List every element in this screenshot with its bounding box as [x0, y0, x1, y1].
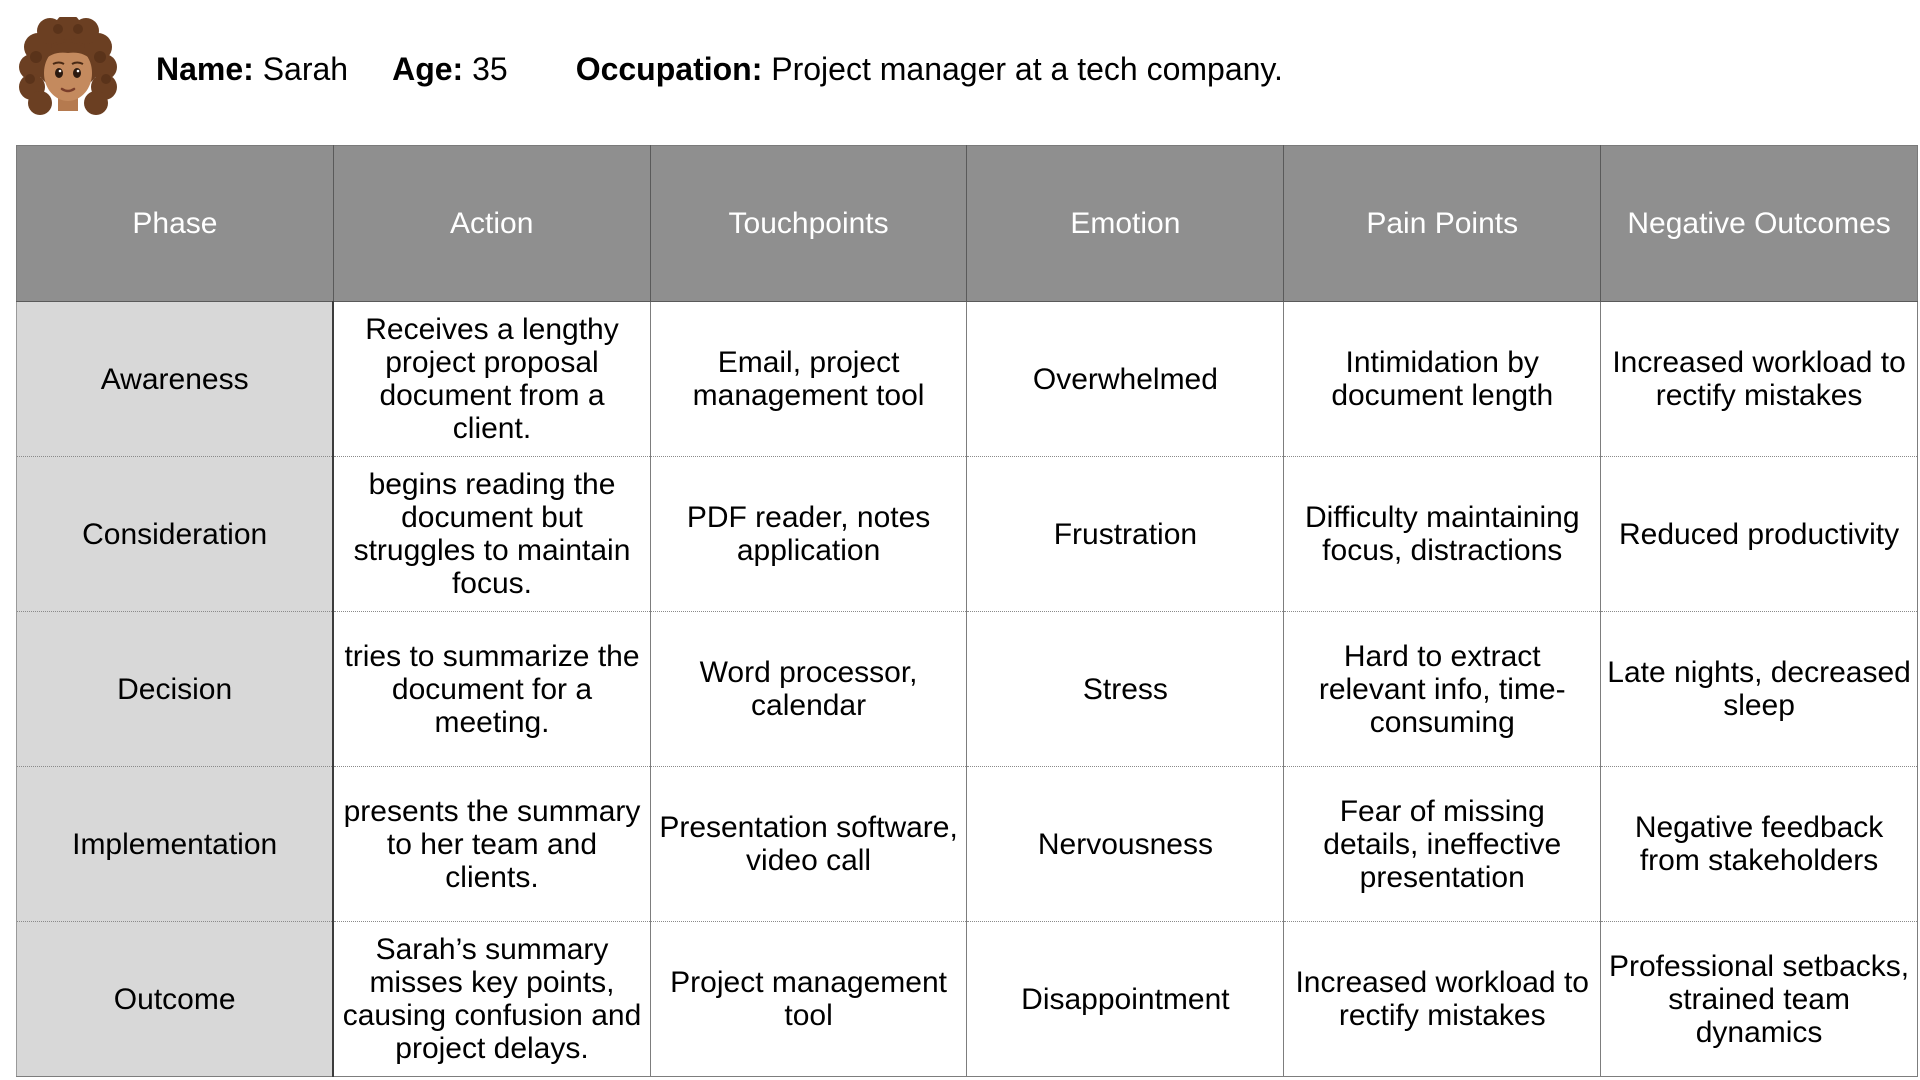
- persona-occupation: [576, 51, 1283, 88]
- pain-points-cell: Increased workload to rectify mistakes: [1284, 922, 1601, 1077]
- table-row: [17, 767, 1918, 922]
- persona-age: [392, 51, 508, 88]
- table-row: [17, 457, 1918, 612]
- header-phase: Phase: [17, 146, 334, 302]
- emotion-cell: Disappointment: [967, 922, 1284, 1077]
- occupation-label: Occupation:: [575, 50, 763, 87]
- emotion-cell: Nervousness: [967, 767, 1284, 922]
- pain-points-cell: Fear of missing details, ineffective presentation: [1284, 767, 1601, 922]
- header-action: Action: [333, 146, 650, 302]
- pain-points-cell: Difficulty maintaining focus, distractions: [1284, 457, 1601, 612]
- header-touchpoints: Touchpoints: [650, 146, 967, 302]
- phase-cell: Implementation: [17, 767, 334, 922]
- touchpoints-cell: PDF reader, notes application: [650, 457, 967, 612]
- touchpoints-cell: Email, project management tool: [650, 302, 967, 457]
- action-cell: Receives a lengthy project proposal document from a client.: [333, 302, 650, 457]
- table-row: [17, 612, 1918, 767]
- age-value: 35: [472, 50, 508, 87]
- phase-cell: Decision: [17, 612, 334, 767]
- emotion-cell: Stress: [967, 612, 1284, 767]
- phase-cell: Outcome: [17, 922, 334, 1077]
- action-cell: Sarah’s summary misses key points, causing confusion and project delays.: [333, 922, 650, 1077]
- name-label: Name:: [156, 50, 254, 87]
- action-cell: tries to summarize the document for a meeting.: [333, 612, 650, 767]
- woman-curly-hair-emoji-icon: [16, 17, 120, 121]
- action-cell: presents the summary to her team and clients.: [333, 767, 650, 922]
- header-emotion: Emotion: [967, 146, 1284, 302]
- table-row: [17, 922, 1918, 1077]
- emotion-cell: Frustration: [967, 457, 1284, 612]
- emotion-cell: Overwhelmed: [967, 302, 1284, 457]
- negative-outcomes-cell: Negative feedback from stakeholders: [1601, 767, 1918, 922]
- negative-outcomes-cell: Professional setbacks, strained team dynamics: [1601, 922, 1918, 1077]
- table-header-row: [17, 146, 1918, 302]
- header-pain-points: Pain Points: [1284, 146, 1601, 302]
- touchpoints-cell: Project management tool: [650, 922, 967, 1077]
- phase-cell: Consideration: [17, 457, 334, 612]
- age-label: Age:: [392, 50, 464, 87]
- name-value: Sarah: [262, 50, 349, 87]
- persona-name: [156, 51, 348, 88]
- pain-points-cell: Intimidation by document length: [1284, 302, 1601, 457]
- customer-journey-table: [16, 145, 1918, 1077]
- negative-outcomes-cell: Reduced productivity: [1601, 457, 1918, 612]
- occupation-value: Project manager at a tech company.: [771, 50, 1283, 87]
- negative-outcomes-cell: Late nights, decreased sleep: [1601, 612, 1918, 767]
- negative-outcomes-cell: Increased workload to rectify mistakes: [1601, 302, 1918, 457]
- header-negative-outcomes: Negative Outcomes: [1601, 146, 1918, 302]
- table-row: [17, 302, 1918, 457]
- touchpoints-cell: Word processor, calendar: [650, 612, 967, 767]
- action-cell: begins reading the document but struggles to maintain focus.: [333, 457, 650, 612]
- pain-points-cell: Hard to extract relevant info, time-consuming: [1284, 612, 1601, 767]
- phase-cell: Awareness: [17, 302, 334, 457]
- persona-header: [16, 14, 1916, 124]
- touchpoints-cell: Presentation software, video call: [650, 767, 967, 922]
